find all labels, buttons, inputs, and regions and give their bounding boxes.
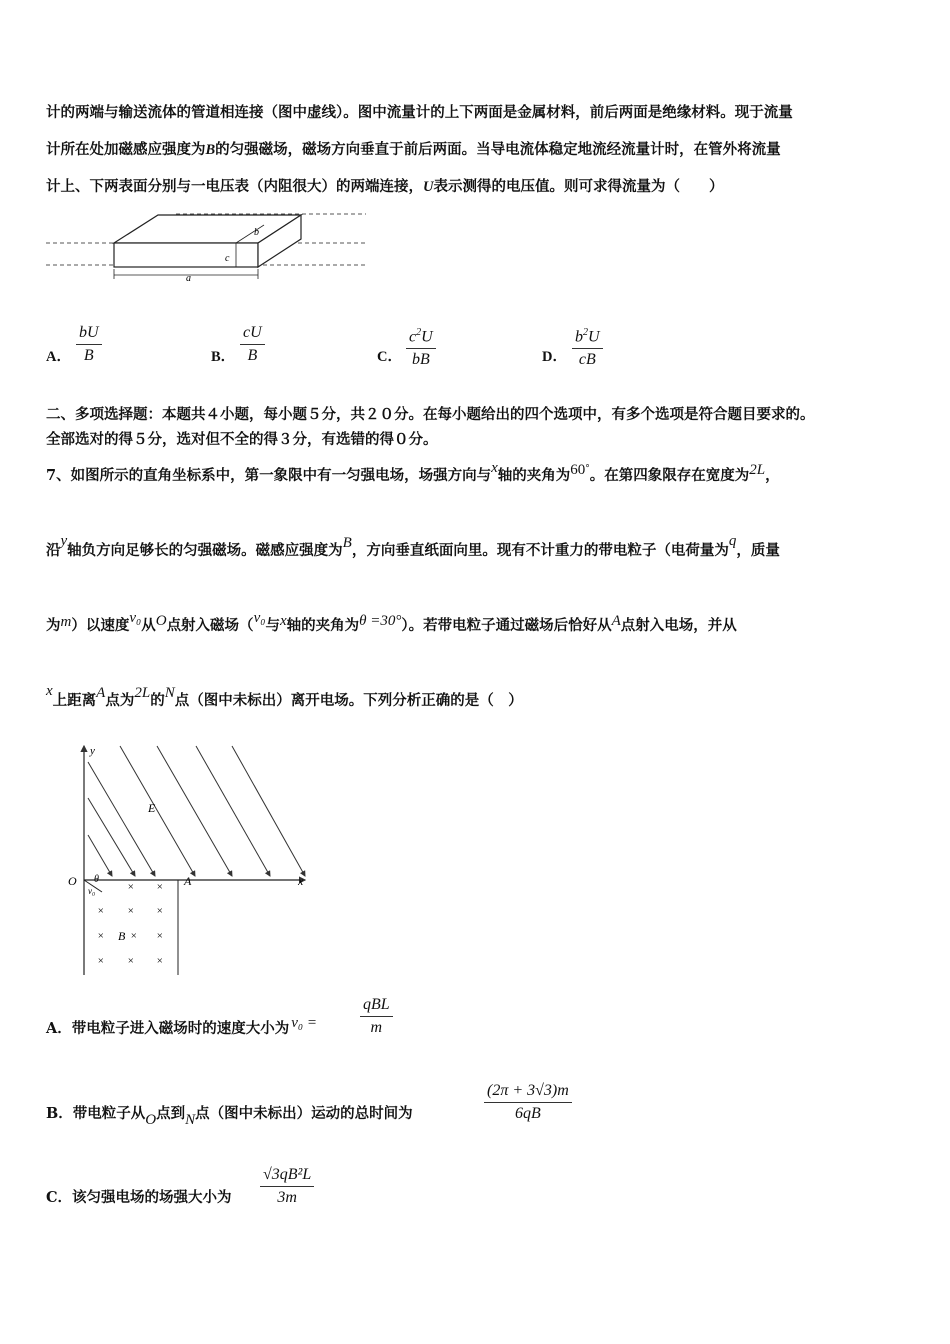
- section-header-line-1: [46, 405, 908, 425]
- cross-mark: ×: [97, 955, 105, 967]
- text: 沿: [46, 542, 61, 559]
- denominator: m: [370, 1019, 383, 1036]
- num-sup: 2: [416, 327, 422, 338]
- num-sup: 2: [583, 327, 588, 338]
- var-U: U: [423, 179, 434, 195]
- cross-mark: ×: [97, 930, 105, 942]
- field-figure: [60, 740, 320, 980]
- cross-mark: ×: [127, 905, 135, 917]
- section-header-line-2: [46, 430, 908, 450]
- option-b-label: B．: [211, 349, 236, 365]
- cross-mark: ×: [156, 905, 164, 917]
- text: 全部选对的得５分，选对但不全的得３分，有选错的得０分。: [46, 431, 438, 448]
- prev-question-line-1: [46, 103, 908, 123]
- option-a-label: A．: [46, 349, 71, 365]
- q7-line-4: [46, 683, 908, 711]
- denominator: bB: [411, 351, 430, 369]
- text: 点射入磁场（: [166, 617, 254, 634]
- v0-label: v₀: [88, 886, 96, 896]
- text: 计所在处加磁感应强度为: [46, 141, 206, 158]
- text: 的: [150, 692, 165, 709]
- option-label: B．: [46, 1105, 73, 1122]
- var-q: q: [728, 533, 737, 549]
- q7-option-c-formula: [260, 1164, 314, 1209]
- flow-meter-figure: [46, 205, 376, 285]
- denominator: 3m: [277, 1189, 297, 1206]
- text: 。在第四象限存在宽度为: [589, 467, 750, 484]
- text: 点（图中未标出）离开电场。下列分析正确的是（ ）: [174, 692, 523, 709]
- text: ，质量: [736, 542, 780, 559]
- field-e-label: E: [148, 801, 156, 815]
- text: ）。若带电粒子通过磁场后恰好从: [401, 617, 612, 634]
- theta-label: θ: [94, 874, 99, 885]
- text: 计上、下两表面分别与一电压表（内阻很大）的两端连接，: [46, 178, 423, 195]
- option-d-formula: [572, 322, 603, 371]
- text: 与: [265, 617, 280, 634]
- num-base: c: [409, 328, 417, 346]
- axis-x-label: x: [298, 874, 304, 888]
- cross-mark: ×: [97, 905, 105, 917]
- denominator: B: [83, 347, 94, 364]
- denominator: 6qB: [515, 1105, 541, 1122]
- option-b-formula: [240, 322, 265, 367]
- numerator: qBL: [360, 994, 393, 1017]
- text: 7、如图所示的直角坐标系中，第一象限中有一匀强电场，场强方向与: [46, 467, 492, 484]
- var-B: B: [205, 142, 216, 158]
- text: 点为: [105, 692, 135, 709]
- var-O: O: [145, 1112, 157, 1128]
- var-O: O: [155, 613, 167, 629]
- field-b-label: B: [118, 929, 126, 943]
- text: 从: [141, 617, 156, 634]
- q7-option-b-formula: [484, 1080, 572, 1125]
- q7-line-3: [46, 610, 908, 636]
- option-text: 带电粒子从: [72, 1105, 146, 1122]
- cross-mark: ×: [156, 955, 164, 967]
- q7-line-2: [46, 533, 908, 561]
- lhs: v₀ =: [291, 1015, 318, 1031]
- q7-option-a-formula: [360, 994, 393, 1039]
- text: 轴的夹角为: [286, 617, 360, 634]
- var-v0: v₀: [129, 610, 142, 626]
- text: 表示测得的电压值。则可求得流量为（ ）: [433, 178, 724, 195]
- option-d-label: D．: [542, 349, 567, 365]
- cross-mark: ×: [127, 955, 135, 967]
- angle-60: 60: [570, 462, 586, 478]
- label-a: a: [186, 273, 191, 284]
- option-text: 点（图中未标出）运动的总时间为: [195, 1105, 413, 1122]
- option-text: 带电粒子进入磁场时的速度大小为: [71, 1020, 290, 1037]
- var-A: A: [611, 613, 621, 629]
- q7-line-1: [46, 460, 908, 488]
- var-B: B: [342, 535, 352, 551]
- option-label: C．: [46, 1189, 73, 1206]
- text: 二、多项选择题：本题共４小题，每小题５分，共２０分。在每小题给出的四个选项中，有多个选项是符合题目要求的。: [46, 406, 815, 423]
- var-N: N: [164, 685, 175, 701]
- text: 轴的夹角为: [497, 467, 571, 484]
- theta-30: θ =30°: [359, 613, 402, 629]
- cross-mark: ×: [156, 930, 164, 942]
- num-rest: U: [421, 328, 433, 346]
- degree-sign: °: [585, 464, 590, 474]
- option-a-formula: [76, 322, 102, 367]
- numerator: bU: [76, 322, 102, 345]
- var-2L: 2L: [749, 462, 766, 478]
- var-A: A: [96, 685, 106, 701]
- axis-y-label: y: [90, 745, 95, 757]
- text: ，方向垂直纸面向里。现有不计重力的带电粒子（电荷量为: [351, 542, 729, 559]
- numerator: [406, 322, 436, 349]
- point-a-label: A: [184, 874, 192, 888]
- denominator: cB: [578, 351, 596, 369]
- q7-option-b: [46, 1104, 908, 1128]
- cross-mark: ×: [127, 881, 135, 893]
- option-c-formula: [406, 322, 436, 371]
- var-N: N: [185, 1112, 196, 1128]
- cross-mark: ×: [130, 930, 138, 942]
- numerator: [572, 322, 603, 349]
- prev-question-line-3: [46, 177, 908, 197]
- var-x: x: [279, 613, 287, 629]
- text: 为: [46, 617, 61, 634]
- var-2L: 2L: [134, 685, 151, 701]
- option-text: 该匀强电场的场强大小为: [72, 1189, 232, 1206]
- num-base: b: [575, 328, 583, 346]
- numerator: √3qB²L: [260, 1164, 314, 1187]
- option-label: A．: [46, 1020, 72, 1037]
- num-rest: U: [588, 328, 600, 346]
- q7-option-a: [46, 1015, 908, 1039]
- q7-option-c: [46, 1188, 908, 1208]
- text: 的匀强磁场，磁场方向垂直于前后两面。当导电流体稳定地流经流量计时，在管外将流量: [215, 141, 781, 158]
- label-c: c: [225, 253, 230, 264]
- origin-label: O: [68, 874, 77, 888]
- text: 点射入电场，并从: [620, 617, 737, 634]
- text: ）以速度: [71, 617, 130, 634]
- var-x: x: [491, 460, 498, 476]
- text: 轴负方向足够长的匀强磁场。磁感应强度为: [67, 542, 343, 559]
- text: 上距离: [52, 692, 97, 709]
- var-x: x: [46, 683, 53, 699]
- numerator: cU: [240, 322, 265, 345]
- label-b: b: [254, 227, 259, 238]
- text: 计的两端与输送流体的管道相连接（图中虚线）。图中流量计的上下两面是金属材料，前后两面是绝缘材料。现于流量: [46, 104, 793, 121]
- var-v0: v₀: [253, 610, 266, 626]
- numerator: (2π + 3√3)m: [484, 1080, 572, 1103]
- text: ，: [765, 467, 780, 484]
- option-c-label: C．: [377, 349, 402, 365]
- var-m: m: [60, 614, 72, 630]
- cross-mark: ×: [156, 881, 164, 893]
- prev-question-line-2: [46, 140, 908, 160]
- option-text: 点到: [156, 1105, 186, 1122]
- var-y: y: [60, 533, 68, 549]
- denominator: B: [247, 347, 258, 364]
